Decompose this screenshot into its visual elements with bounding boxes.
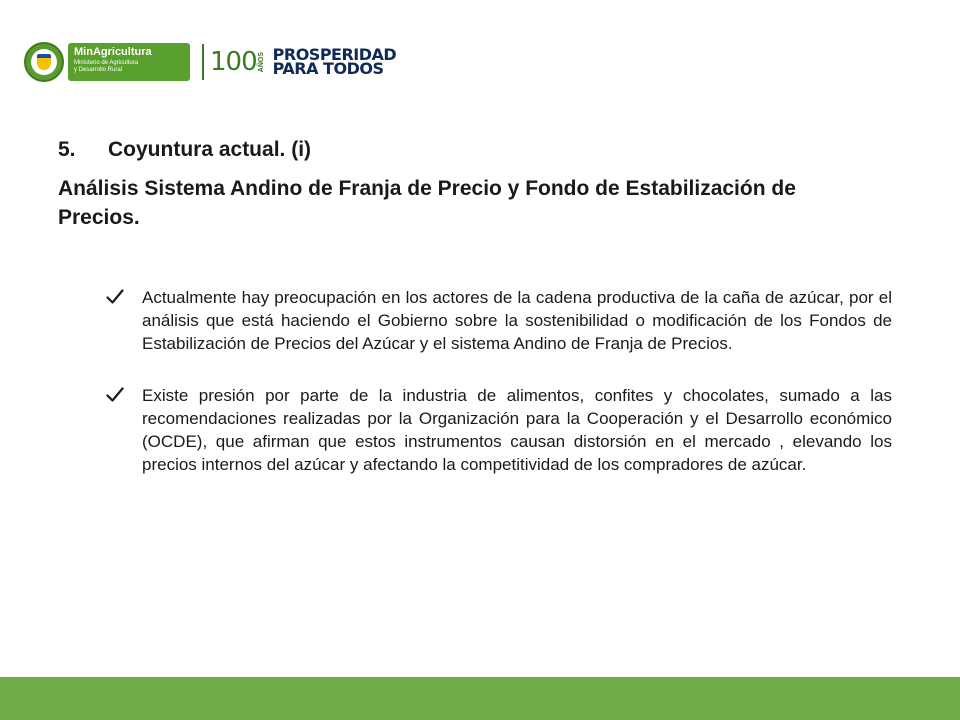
ministry-logo <box>68 43 190 81</box>
section-heading <box>58 138 311 162</box>
list-item <box>106 286 892 355</box>
logo-divider <box>202 44 204 80</box>
section-number: 5. <box>58 138 76 161</box>
centenary-word: AÑOS <box>257 51 265 73</box>
slogan-line-2: PARA TODOS <box>272 59 384 78</box>
ministry-subtitle-1: Ministerio de Agricultura <box>74 60 139 66</box>
bullet-text: Existe presión por parte de la industria de alimentos, confites y chocolates, sumado a las recomendaciones realizadas por la Organización para la Cooperación y el Desarrollo económico (OCDE), que afirman que estos instrumentos causan distorsión en el mercado , elevando los precios internos del azúcar y afectando la competitividad de los compradores de azúcar. <box>142 386 892 474</box>
bullet-list <box>106 286 892 505</box>
checkmark-icon <box>106 387 124 403</box>
footer-band <box>0 677 960 720</box>
checkmark-icon <box>106 289 124 305</box>
section-subtitle: Análisis Sistema Andino de Franja de Precio y Fondo de Estabilización de Precios. <box>58 177 796 229</box>
header-logos <box>24 38 396 86</box>
bullet-text: Actualmente hay preocupación en los actores de la cadena productiva de la caña de azúcar, por el análisis que está haciendo el Gobierno sobre la sostenibilidad o modificación de los Fondos de Estabilización de Precios del Azúcar y el sistema Andino de Franja de Precios. <box>142 288 892 353</box>
colombia-seal-icon <box>24 42 64 82</box>
centenary-number: 100 <box>210 47 257 77</box>
slogan-line-1: PROSPERIDAD <box>272 44 397 64</box>
slogan-logo <box>272 44 397 78</box>
list-item <box>106 384 892 476</box>
ministry-subtitle-2: y Desarrollo Rural <box>74 67 123 73</box>
section-title: Coyuntura actual. (i) <box>108 138 312 161</box>
ministry-title: MinAgricultura <box>74 46 152 58</box>
